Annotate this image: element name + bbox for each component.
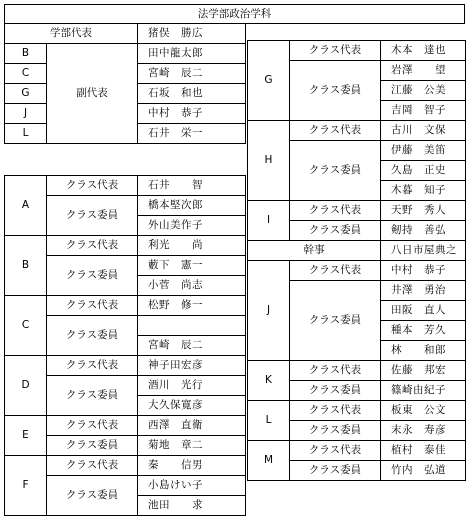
member-name: 植村 泰佳: [381, 441, 466, 461]
member-name: 井澤 勇治: [381, 281, 466, 301]
title-table: [4, 4, 465, 24]
class-label: H: [248, 121, 290, 201]
role-label: クラス委員: [47, 376, 138, 416]
role-label: クラス委員: [290, 281, 381, 361]
member-name: 林 和郎: [381, 341, 466, 361]
role-label: クラス委員: [290, 381, 381, 401]
class-label: C: [5, 64, 47, 84]
faculty-vice-row: [5, 44, 246, 64]
role-label: クラス委員: [290, 461, 381, 481]
role-label: クラス委員: [47, 196, 138, 236]
class-row: [248, 121, 466, 141]
class-label: K: [248, 361, 290, 401]
member-name: 秦 信男: [138, 456, 246, 476]
member-name: 吉岡 智子: [381, 101, 466, 121]
member-name: 久島 正史: [381, 161, 466, 181]
class-row: [5, 236, 246, 256]
class-row: [248, 401, 466, 421]
member-name: 菊地 章二: [138, 436, 246, 456]
member-name: 板東 公文: [381, 401, 466, 421]
member-name: 田阪 直人: [381, 301, 466, 321]
role-label: クラス委員: [290, 221, 381, 241]
member-name: 剱持 善弘: [381, 221, 466, 241]
class-label: M: [248, 441, 290, 481]
role-label: クラス代表: [47, 176, 138, 196]
role-label: クラス代表: [47, 416, 138, 436]
role-label: クラス代表: [290, 401, 381, 421]
member-name: 篠崎由紀子: [381, 381, 466, 401]
class-label: I: [248, 201, 290, 241]
left-class-table: [4, 175, 246, 516]
role-label: クラス代表: [47, 356, 138, 376]
role-label: クラス代表: [290, 121, 381, 141]
member-name: 西澤 直衛: [138, 416, 246, 436]
member-name: 石井 智: [138, 176, 246, 196]
role-label: クラス代表: [47, 296, 138, 316]
member-name: 酒川 光行: [138, 376, 246, 396]
member-name: 大久保寛彦: [138, 396, 246, 416]
faculty-rep-label: 学部代表: [5, 24, 138, 44]
member-name: 江藤 公美: [381, 81, 466, 101]
role-label: クラス委員: [290, 141, 381, 201]
officer-role: 幹事: [248, 241, 381, 261]
member-name: 小菅 尚志: [138, 276, 246, 296]
class-label: D: [5, 356, 47, 416]
role-label: クラス委員: [47, 476, 138, 516]
member-name: 伊藤 美笛: [381, 141, 466, 161]
member-name: 竹内 弘道: [381, 461, 466, 481]
role-label: クラス代表: [290, 41, 381, 61]
member-name: [138, 316, 246, 336]
member-name: 岩澤 望: [381, 61, 466, 81]
role-label: クラス代表: [290, 441, 381, 461]
role-label: クラス代表: [290, 361, 381, 381]
member-name: 小島けい子: [138, 476, 246, 496]
member-name: 宮崎 辰二: [138, 336, 246, 356]
faculty-table: [4, 23, 246, 144]
class-label: C: [5, 296, 47, 356]
member-name: 橋本堅次郎: [138, 196, 246, 216]
member-name: 池田 求: [138, 496, 246, 516]
class-label: B: [5, 236, 47, 296]
class-label: J: [248, 261, 290, 361]
role-label: クラス委員: [47, 256, 138, 296]
class-row: [248, 241, 466, 261]
class-row: [5, 416, 246, 436]
class-label: G: [248, 41, 290, 121]
role-label: クラス委員: [47, 436, 138, 456]
role-label: クラス委員: [290, 421, 381, 441]
class-label: F: [5, 456, 47, 516]
class-row: [5, 456, 246, 476]
class-label: B: [5, 44, 47, 64]
class-label: G: [5, 84, 47, 104]
role-label: クラス委員: [47, 316, 138, 356]
class-label: L: [5, 124, 47, 144]
member-name: 種本 芳久: [381, 321, 466, 341]
class-row: [248, 41, 466, 61]
member-name: 宮崎 辰二: [138, 64, 246, 84]
class-row: [5, 176, 246, 196]
page-title: 法学部政治学科: [5, 5, 465, 24]
class-row: [248, 441, 466, 461]
role-label: クラス代表: [47, 236, 138, 256]
class-row: [248, 201, 466, 221]
member-name: 外山美作子: [138, 216, 246, 236]
member-name: 古川 文保: [381, 121, 466, 141]
faculty-rep-name: 猪俣 勝広: [138, 24, 246, 44]
member-name: 田中龍太郎: [138, 44, 246, 64]
member-name: 藪下 憲一: [138, 256, 246, 276]
class-label: E: [5, 416, 47, 456]
member-name: 八日市屋典之: [381, 241, 466, 261]
class-row: [5, 356, 246, 376]
class-label: J: [5, 104, 47, 124]
member-name: 神子田宏彦: [138, 356, 246, 376]
right-class-table: [247, 40, 466, 481]
member-name: 利光 尚: [138, 236, 246, 256]
class-label: L: [248, 401, 290, 441]
member-name: 中村 恭子: [138, 104, 246, 124]
member-name: 木本 達也: [381, 41, 466, 61]
class-label: A: [5, 176, 47, 236]
member-name: 石坂 和也: [138, 84, 246, 104]
member-name: 中村 恭子: [381, 261, 466, 281]
vice-rep-label: 副代表: [47, 44, 138, 144]
role-label: クラス代表: [290, 261, 381, 281]
member-name: 石井 栄一: [138, 124, 246, 144]
member-name: 松野 修一: [138, 296, 246, 316]
member-name: 木暮 知子: [381, 181, 466, 201]
faculty-header-row: [5, 24, 246, 44]
class-row: [248, 361, 466, 381]
role-label: クラス代表: [47, 456, 138, 476]
class-row: [5, 296, 246, 316]
member-name: 天野 秀人: [381, 201, 466, 221]
member-name: 末永 寿彦: [381, 421, 466, 441]
class-row: [248, 261, 466, 281]
role-label: クラス代表: [290, 201, 381, 221]
role-label: クラス委員: [290, 61, 381, 121]
member-name: 佐藤 邦宏: [381, 361, 466, 381]
